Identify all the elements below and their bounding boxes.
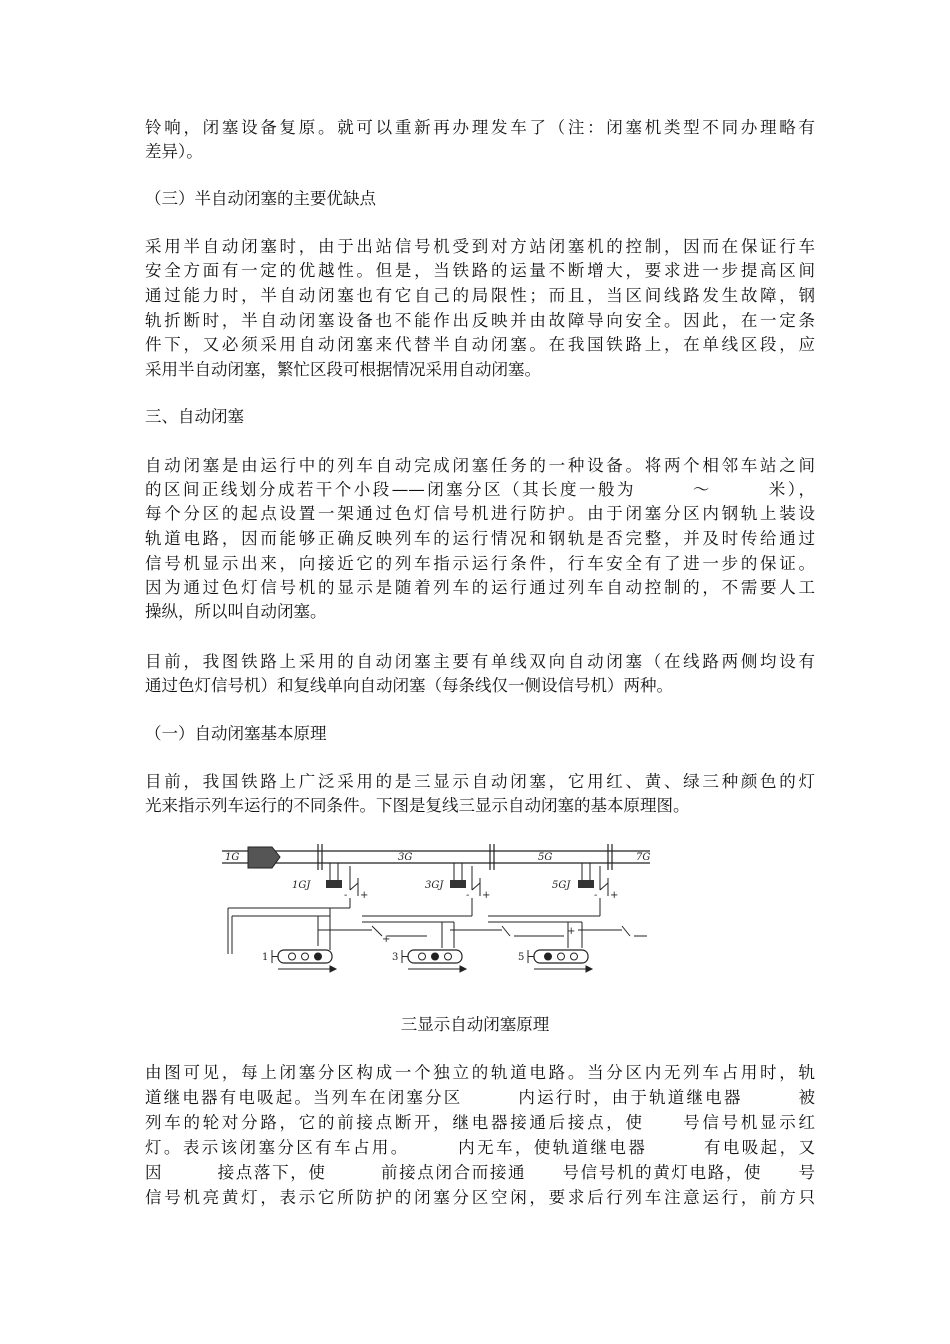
signal-1	[262, 950, 332, 963]
train-icon	[248, 847, 280, 868]
text-line: 差异）。	[145, 142, 203, 161]
plus-label: +	[382, 934, 391, 945]
text-line: 轨道电路，因而能够正确反映列车的运行情况和钢轨是否完整，并及时传给通过	[145, 529, 815, 548]
text-line: 因 接点落下，使 前接点闭合而接通 号信号机的黄灯电路，使 号	[145, 1163, 815, 1182]
text-line: 铃响，闭塞设备复原。就可以重新再办理发车了（注：闭塞机类型不同办理略有	[145, 118, 815, 137]
relay-label: 1GJ	[292, 880, 311, 891]
track-relay-icon	[326, 880, 342, 888]
relay-label: 3GJ	[425, 880, 444, 891]
section-heading: （一）自动闭塞基本原理	[145, 724, 327, 743]
text-line: 采用半自动闭塞，繁忙区段可根据情况采用自动闭塞。	[145, 360, 541, 379]
section-heading: （三）半自动闭塞的主要优缺点	[145, 189, 376, 208]
section-label: 3G	[398, 852, 413, 863]
text-line: 列车的轮对分路，它的前接点断开，继电器接通后接点，使 号信号机显示红	[145, 1113, 815, 1132]
plus-label: +	[482, 890, 491, 901]
text-line: 采用半自动闭塞时，由于出站信号机受到对方站闭塞机的控制，因而在保证行车	[145, 237, 815, 256]
signal-circuit-wires	[228, 898, 647, 954]
text-line: 目前，我图铁路上采用的自动闭塞主要有单线双向自动闭塞（在线路两侧均设有	[145, 652, 815, 671]
plus-label: +	[567, 926, 576, 937]
plus-label: +	[610, 890, 619, 901]
section-label: 1G	[225, 852, 240, 863]
text-line: 信号机显示出来，向接近它的列车指示运行条件，行车安全有了进一步的保证。	[145, 554, 815, 573]
direction-arrows	[278, 966, 592, 972]
plus-label: +	[360, 890, 369, 901]
text-line: 光来指示列车运行的不同条件。下图是复线三显示自动闭塞的基本原理图。	[145, 796, 690, 815]
block-signal-diagram	[222, 838, 652, 978]
text-line: 由图可见，每上闭塞分区构成一个独立的轨道电路。当分区内无列车占用时，轨	[145, 1063, 815, 1082]
figure-caption: 三显示自动闭塞原理	[400, 1015, 550, 1034]
text-line: 道继电器有电吸起。当列车在闭塞分区 内运行时，由于轨道继电器 被	[145, 1088, 815, 1107]
minus-label: -	[344, 890, 348, 901]
track-relay-icon	[450, 880, 466, 888]
section-label: 5G	[538, 852, 553, 863]
text-line: 通过能力时，半自动闭塞也有它自己的局限性；而且，当区间线路发生故障，钢	[145, 286, 815, 305]
signal-number: 1	[262, 952, 269, 963]
text-line: 操纵，所以叫自动闭塞。	[145, 602, 327, 621]
chapter-heading: 三、自动闭塞	[145, 407, 244, 426]
text-line: 信号机亮黄灯，表示它所防护的闭塞分区空闲，要求后行列车注意运行，前方只	[145, 1188, 815, 1207]
insulated-joints	[318, 844, 612, 870]
text-line: 自动闭塞是由运行中的列车自动完成闭塞任务的一种设备。将两个相邻车站之间	[145, 456, 815, 475]
text-line: 件下，又必须采用自动闭塞来代替半自动闭塞。在我国铁路上，在单线区段，应	[145, 335, 815, 354]
signal-number: 3	[392, 952, 399, 963]
text-line: 的区间正线划分成若干个小段——闭塞分区（其长度一般为 ～ 米），	[145, 480, 815, 499]
relay-label: 5GJ	[552, 880, 571, 891]
text-line: 每个分区的起点设置一架通过色灯信号机进行防护。由于闭塞分区内钢轨上装设	[145, 504, 815, 523]
signal-3	[392, 950, 462, 963]
text-line: 轨折断时，半自动闭塞设备也不能作出反映并由故障导向安全。因此，在一定条	[145, 311, 815, 330]
text-line: 因为通过色灯信号机的显示是随着列车的运行通过列车自动控制的，不需要人工	[145, 578, 815, 597]
signal-number: 5	[518, 952, 525, 963]
signal-5	[518, 950, 588, 963]
text-line: 安全方面有一定的优越性。但是，当铁路的运量不断增大，要求进一步提高区间	[145, 261, 815, 280]
track-relay-icon	[578, 880, 594, 888]
text-line: 灯。表示该闭塞分区有车占用。 内无车，使轨道继电器 有电吸起，又	[145, 1138, 815, 1157]
text-line: 目前，我国铁路上广泛采用的是三显示自动闭塞，它用红、黄、绿三种颜色的灯	[145, 772, 815, 791]
section-label: 7G	[636, 852, 651, 863]
text-line: 通过色灯信号机）和复线单向自动闭塞（每条线仅一侧设信号机）两种。	[145, 676, 673, 695]
minus-label: -	[466, 890, 470, 901]
minus-label: -	[594, 890, 598, 901]
